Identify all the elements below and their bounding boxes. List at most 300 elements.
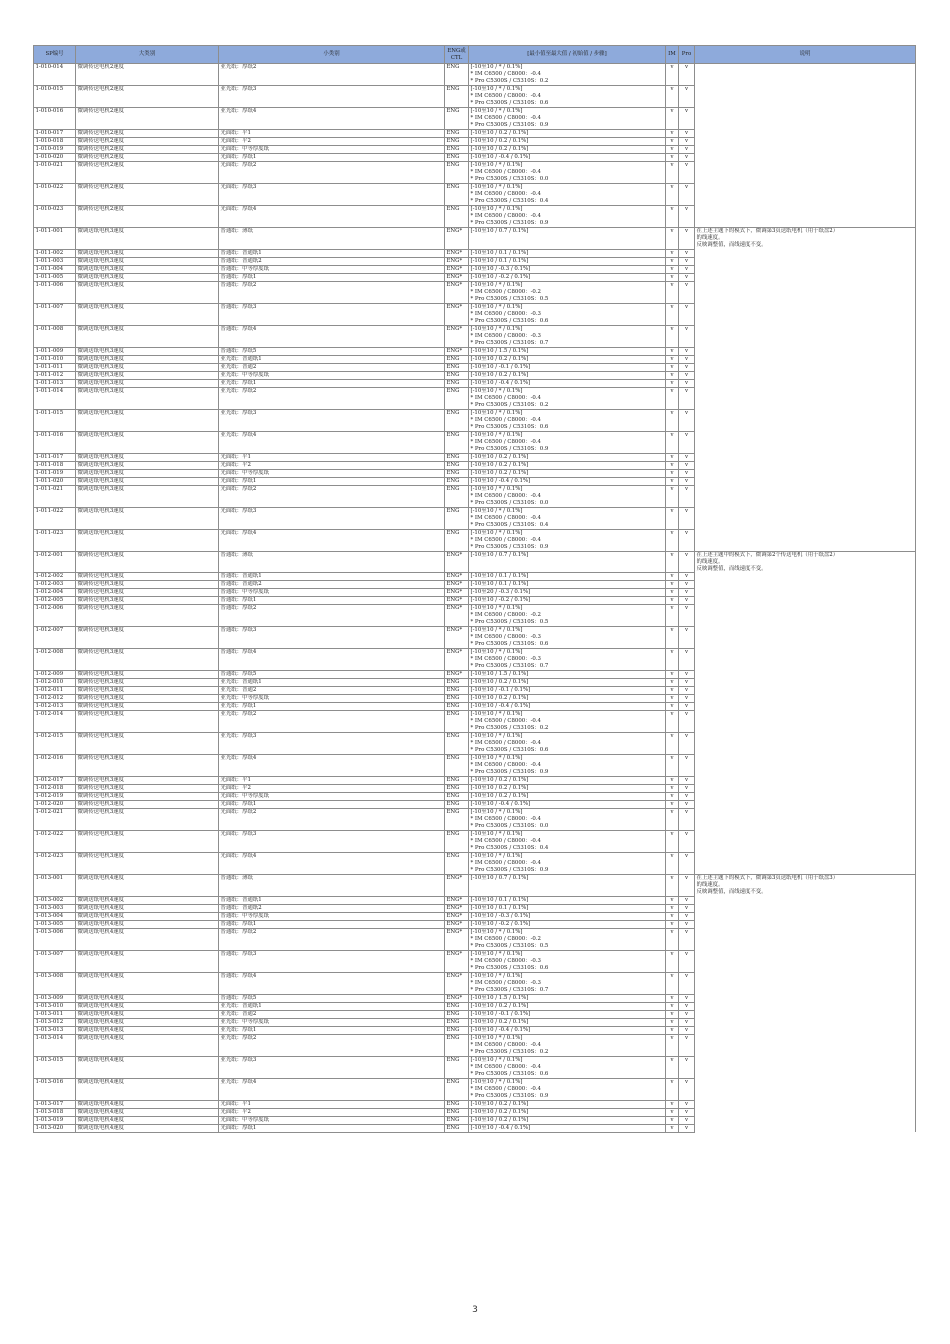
- range-cell: [469, 627, 666, 649]
- im-flag-cell: v: [666, 1056, 679, 1078]
- range-cell: [469, 257, 666, 265]
- range-line: [-10至10 / * / 0.1%]: [470, 928, 523, 935]
- minor-category-cell: 亚光纸：厚纸4: [219, 431, 445, 453]
- minor-category-cell: 普通纸：中等厚度纸: [219, 589, 445, 597]
- range-line: [-10至10 / * / 0.1%]: [470, 485, 523, 492]
- description-cell: [695, 529, 916, 551]
- description-cell: [695, 687, 916, 695]
- description-cell: [695, 86, 916, 108]
- major-category-cell: 微调送纸电机3速度: [76, 453, 219, 461]
- table-row: [34, 711, 916, 733]
- range-cell: [469, 801, 666, 809]
- range-cell: [469, 711, 666, 733]
- sp-number-cell: 1-012-015: [34, 733, 76, 755]
- range-line: * Pro C5300S / C5310S：0.2: [470, 1048, 549, 1055]
- table-row: [34, 379, 916, 387]
- pro-flag-cell: v: [679, 904, 695, 912]
- sp-number-cell: 1-012-003: [34, 581, 76, 589]
- description-cell: [695, 703, 916, 711]
- sp-number-cell: 1-012-007: [34, 627, 76, 649]
- minor-category-cell: 普通纸：厚纸2: [219, 281, 445, 303]
- major-category-cell: 微调送纸电机4速度: [76, 1100, 219, 1108]
- minor-category-cell: 亚光纸：普通2: [219, 1010, 445, 1018]
- minor-category-cell: 普通纸：厚纸2: [219, 605, 445, 627]
- description-cell: [695, 809, 916, 831]
- major-category-cell: 微调送纸电机4速度: [76, 972, 219, 994]
- sp-number-cell: 1-011-007: [34, 303, 76, 325]
- description-cell: [695, 1078, 916, 1100]
- major-category-cell: 微调送纸电机4速度: [76, 896, 219, 904]
- pro-flag-cell: v: [679, 1002, 695, 1010]
- major-category-cell: 微调送纸电机3速度: [76, 303, 219, 325]
- sp-number-cell: 1-010-019: [34, 146, 76, 154]
- range-line: [-10至10 / -0.4 / 0.1%]: [470, 1124, 531, 1131]
- range-line: [-10至10 / 0.2 / 0.1%]: [470, 777, 529, 783]
- range-line: [-10至10 / * / 0.1%]: [470, 184, 523, 190]
- table-row: [34, 1034, 916, 1056]
- pro-flag-cell: v: [679, 477, 695, 485]
- range-line: [-10至10 / -0.4 / 0.1%]: [470, 477, 531, 484]
- range-cell: [469, 1056, 666, 1078]
- minor-category-cell: 普通纸：中等厚度纸: [219, 265, 445, 273]
- major-category-cell: 微调送纸电机4速度: [76, 920, 219, 928]
- im-flag-cell: v: [666, 363, 679, 371]
- eng-ctl-cell: ENG: [445, 1056, 469, 1078]
- table-row: [34, 875, 916, 897]
- sp-number-cell: 1-011-021: [34, 485, 76, 507]
- table-row: [34, 904, 916, 912]
- range-cell: [469, 303, 666, 325]
- description-cell: [695, 853, 916, 875]
- description-line: 的线速度。: [696, 235, 724, 241]
- range-cell: [469, 138, 666, 146]
- range-cell: [469, 154, 666, 162]
- im-flag-cell: v: [666, 551, 679, 573]
- im-flag-cell: v: [666, 477, 679, 485]
- im-flag-cell: v: [666, 1002, 679, 1010]
- description-cell: [695, 785, 916, 793]
- range-line: * Pro C5300S / C5310S：0.6: [470, 1070, 549, 1077]
- description-cell: [695, 249, 916, 257]
- im-flag-cell: v: [666, 453, 679, 461]
- range-cell: [469, 605, 666, 627]
- range-line: * IM C6500 / C8000：-0.4: [470, 169, 541, 175]
- description-cell: [695, 1034, 916, 1056]
- pro-flag-cell: v: [679, 605, 695, 627]
- sp-number-cell: 1-012-009: [34, 671, 76, 679]
- minor-category-cell: 光面纸：厚纸2: [219, 809, 445, 831]
- eng-ctl-cell: ENG: [445, 409, 469, 431]
- range-line: [-10至10 / 0.2 / 0.1%]: [470, 1018, 529, 1025]
- sp-number-cell: 1-011-011: [34, 363, 76, 371]
- description-line: 的线速度。: [696, 882, 724, 888]
- table-row: [34, 281, 916, 303]
- table-row: [34, 755, 916, 777]
- range-cell: [469, 64, 666, 86]
- pro-flag-cell: v: [679, 777, 695, 785]
- range-cell: [469, 1002, 666, 1010]
- sp-number-cell: 1-013-018: [34, 1108, 76, 1116]
- description-cell: [695, 801, 916, 809]
- im-flag-cell: v: [666, 785, 679, 793]
- table-row: [34, 108, 916, 130]
- range-line: * IM C6500 / C8000：-0.3: [470, 310, 541, 317]
- eng-ctl-cell: ENG: [445, 785, 469, 793]
- major-category-cell: 微调送纸电机4速度: [76, 1026, 219, 1034]
- range-line: [-10至10 / -0.2 / 0.1%]: [470, 920, 531, 927]
- description-cell: [695, 1018, 916, 1026]
- range-line: [-10至10 / 0.2 / 0.1%]: [470, 469, 529, 476]
- range-cell: [469, 507, 666, 529]
- range-cell: [469, 162, 666, 184]
- eng-ctl-cell: ENG*: [445, 904, 469, 912]
- description-cell: [695, 206, 916, 228]
- major-category-cell: 微调送纸电机4速度: [76, 994, 219, 1002]
- eng-ctl-cell: ENG*: [445, 972, 469, 994]
- description-cell: [695, 130, 916, 138]
- table-row: [34, 146, 916, 154]
- sp-number-cell: 1-011-004: [34, 265, 76, 273]
- im-flag-cell: v: [666, 325, 679, 347]
- description-line: 反映调整值，而线速度不变。: [696, 242, 767, 248]
- minor-category-cell: 亚光纸：厚纸2: [219, 711, 445, 733]
- pro-flag-cell: v: [679, 1100, 695, 1108]
- sp-number-cell: 1-013-020: [34, 1124, 76, 1132]
- range-line: [-10至10 / 0.2 / 0.1%]: [470, 1116, 529, 1123]
- range-cell: [469, 912, 666, 920]
- range-line: [-10至10 / 0.1 / 0.1%]: [470, 249, 529, 256]
- range-line: [-10至10 / 0.2 / 0.1%]: [470, 453, 529, 460]
- range-cell: [469, 206, 666, 228]
- sp-number-cell: 1-013-012: [34, 1018, 76, 1026]
- major-category-cell: 微调传送电机3速度: [76, 671, 219, 679]
- major-category-cell: 微调传送电机3速度: [76, 801, 219, 809]
- pro-flag-cell: v: [679, 809, 695, 831]
- eng-ctl-cell: ENG: [445, 1100, 469, 1108]
- major-category-cell: 微调传送电机3速度: [76, 649, 219, 671]
- im-flag-cell: v: [666, 108, 679, 130]
- minor-category-cell: 普通纸：厚纸4: [219, 972, 445, 994]
- range-cell: [469, 573, 666, 581]
- description-cell: [695, 972, 916, 994]
- im-flag-cell: v: [666, 273, 679, 281]
- range-line: [-10至10 / 0.2 / 0.1%]: [470, 793, 529, 799]
- minor-category-cell: 亚光纸：中等厚度纸: [219, 695, 445, 703]
- minor-category-cell: 亚光纸：厚纸3: [219, 1056, 445, 1078]
- im-flag-cell: v: [666, 387, 679, 409]
- range-line: [-10至10 / 0.2 / 0.1%]: [470, 695, 529, 701]
- table-row: [34, 257, 916, 265]
- pro-flag-cell: v: [679, 363, 695, 371]
- range-line: [-10至10 / * / 0.1%]: [470, 206, 523, 212]
- eng-ctl-cell: ENG: [445, 1010, 469, 1018]
- range-line: * IM C6500 / C8000：-0.3: [470, 979, 541, 986]
- range-line: [-10至10 / * / 0.1%]: [470, 86, 523, 92]
- pro-flag-cell: v: [679, 355, 695, 363]
- eng-ctl-cell: ENG*: [445, 928, 469, 950]
- range-line: [-10至10 / * / 0.1%]: [470, 605, 523, 611]
- range-line: * Pro C5300S / C5310S：0.6: [470, 747, 549, 753]
- minor-category-cell: 亚光纸：厚纸2: [219, 387, 445, 409]
- minor-category-cell: 亚光纸：厚纸4: [219, 755, 445, 777]
- description-cell: [695, 281, 916, 303]
- eng-ctl-cell: ENG*: [445, 347, 469, 355]
- range-line: * IM C6500 / C8000：-0.4: [470, 191, 541, 197]
- description-cell: [695, 597, 916, 605]
- major-category-cell: 微调传送电机3速度: [76, 853, 219, 875]
- pro-flag-cell: v: [679, 257, 695, 265]
- table-row: [34, 273, 916, 281]
- range-line: * Pro C5300S / C5310S：0.9: [470, 445, 549, 452]
- minor-category-cell: 光面纸：厚纸2: [219, 485, 445, 507]
- sp-number-cell: 1-012-011: [34, 687, 76, 695]
- range-line: [-10至10 / 0.7 / 0.1%]: [470, 875, 529, 881]
- pro-flag-cell: v: [679, 597, 695, 605]
- minor-category-cell: 光面纸：厚纸1: [219, 1124, 445, 1132]
- im-flag-cell: v: [666, 928, 679, 950]
- table-row: [34, 581, 916, 589]
- major-category-cell: 微调送纸电机4速度: [76, 875, 219, 897]
- range-cell: [469, 1018, 666, 1026]
- major-category-cell: 微调传送电机2速度: [76, 146, 219, 154]
- range-line: [-10至10 / * / 0.1%]: [470, 162, 523, 168]
- im-flag-cell: v: [666, 853, 679, 875]
- range-cell: [469, 1034, 666, 1056]
- table-row: [34, 469, 916, 477]
- pro-flag-cell: v: [679, 273, 695, 281]
- eng-ctl-cell: ENG: [445, 108, 469, 130]
- im-flag-cell: v: [666, 711, 679, 733]
- table-row: [34, 485, 916, 507]
- minor-category-cell: 普通纸：厚纸5: [219, 994, 445, 1002]
- im-flag-cell: v: [666, 679, 679, 687]
- range-line: [-10至10 / * / 0.1%]: [470, 1078, 523, 1085]
- major-category-cell: 微调传送电机2速度: [76, 130, 219, 138]
- range-line: [-10至10 / 1.5 / 0.1%]: [470, 671, 529, 677]
- table-row: [34, 431, 916, 453]
- range-line: [-10至10 / * / 0.1%]: [470, 64, 523, 70]
- table-row: [34, 184, 916, 206]
- range-line: * Pro C5300S / C5310S：0.6: [470, 641, 549, 647]
- range-line: [-10至10 / * / 0.1%]: [470, 733, 523, 739]
- range-line: [-10至10 / * / 0.1%]: [470, 431, 523, 438]
- pro-flag-cell: v: [679, 801, 695, 809]
- im-flag-cell: v: [666, 1108, 679, 1116]
- sp-number-cell: 1-012-006: [34, 605, 76, 627]
- eng-ctl-cell: ENG: [445, 755, 469, 777]
- description-cell: [695, 257, 916, 265]
- im-flag-cell: v: [666, 485, 679, 507]
- eng-ctl-cell: ENG: [445, 1026, 469, 1034]
- pro-flag-cell: v: [679, 206, 695, 228]
- range-line: [-10至10 / * / 0.1%]: [470, 507, 523, 514]
- pro-flag-cell: v: [679, 184, 695, 206]
- minor-category-cell: 亚光纸：厚纸2: [219, 64, 445, 86]
- sp-number-cell: 1-010-016: [34, 108, 76, 130]
- minor-category-cell: 亚光纸：普通2: [219, 687, 445, 695]
- minor-category-cell: 光面纸：厚纸3: [219, 184, 445, 206]
- minor-category-cell: 普通纸：厚纸4: [219, 649, 445, 671]
- description-cell: [695, 303, 916, 325]
- description-cell: [695, 581, 916, 589]
- eng-ctl-cell: ENG: [445, 146, 469, 154]
- description-cell: [695, 994, 916, 1002]
- range-cell: [469, 265, 666, 273]
- sp-number-cell: 1-012-005: [34, 597, 76, 605]
- pro-flag-cell: v: [679, 431, 695, 453]
- range-line: * Pro C5300S / C5310S：0.9: [470, 543, 549, 550]
- pro-flag-cell: v: [679, 649, 695, 671]
- table-row: [34, 920, 916, 928]
- range-line: [-10至10 / -0.4 / 0.1%]: [470, 379, 531, 386]
- description-cell: [695, 793, 916, 801]
- description-cell: [695, 777, 916, 785]
- description-cell: [695, 1026, 916, 1034]
- range-cell: [469, 785, 666, 793]
- range-line: * Pro C5300S / C5310S：0.2: [470, 725, 549, 731]
- table-row: [34, 777, 916, 785]
- range-cell: [469, 184, 666, 206]
- major-category-cell: 微调传送电机3速度: [76, 551, 219, 573]
- minor-category-cell: 普通纸：普通纸2: [219, 581, 445, 589]
- range-line: * IM C6500 / C8000：-0.4: [470, 1063, 541, 1070]
- sp-number-cell: 1-013-006: [34, 928, 76, 950]
- sp-number-cell: 1-011-010: [34, 355, 76, 363]
- eng-ctl-cell: ENG: [445, 793, 469, 801]
- major-category-cell: 微调送纸电机3速度: [76, 431, 219, 453]
- description-cell: [695, 162, 916, 184]
- table-row: [34, 1002, 916, 1010]
- eng-ctl-cell: ENG*: [445, 671, 469, 679]
- major-category-cell: 微调传送电机3速度: [76, 627, 219, 649]
- minor-category-cell: 亚光纸：厚纸1: [219, 379, 445, 387]
- range-line: [-10至10 / 1.5 / 0.1%]: [470, 994, 529, 1001]
- range-line: [-10至10 / 0.7 / 0.1%]: [470, 228, 529, 234]
- pro-flag-cell: v: [679, 703, 695, 711]
- minor-category-cell: 普通纸：普通纸1: [219, 573, 445, 581]
- range-cell: [469, 597, 666, 605]
- description-cell: [695, 551, 916, 573]
- pro-flag-cell: v: [679, 303, 695, 325]
- range-cell: [469, 281, 666, 303]
- range-line: * IM C6500 / C8000：-0.4: [470, 213, 541, 219]
- table-row: [34, 477, 916, 485]
- major-category-cell: 微调送纸电机3速度: [76, 228, 219, 250]
- range-line: * IM C6500 / C8000：-0.4: [470, 71, 541, 77]
- range-line: * Pro C5300S / C5310S：0.9: [470, 769, 549, 775]
- sp-number-cell: 1-012-004: [34, 589, 76, 597]
- minor-category-cell: 光面纸：厚纸2: [219, 162, 445, 184]
- range-line: [-10至10 / -0.1 / 0.1%]: [470, 687, 531, 693]
- range-line: [-10至10 / * / 0.1%]: [470, 281, 523, 288]
- im-flag-cell: v: [666, 1026, 679, 1034]
- range-line: * IM C6500 / C8000：-0.4: [470, 718, 541, 724]
- minor-category-cell: 普通纸：厚纸1: [219, 920, 445, 928]
- table-row: [34, 695, 916, 703]
- im-flag-cell: v: [666, 507, 679, 529]
- table-row: [34, 228, 916, 250]
- table-row: [34, 355, 916, 363]
- range-cell: [469, 695, 666, 703]
- major-category-cell: 微调传送电机2速度: [76, 138, 219, 146]
- range-cell: [469, 703, 666, 711]
- range-cell: [469, 589, 666, 597]
- table-row: [34, 1108, 916, 1116]
- minor-category-cell: 光面纸：中等厚度纸: [219, 793, 445, 801]
- description-cell: [695, 363, 916, 371]
- range-cell: [469, 994, 666, 1002]
- pro-flag-cell: v: [679, 469, 695, 477]
- major-category-cell: 微调送纸电机3速度: [76, 485, 219, 507]
- description-cell: [695, 184, 916, 206]
- major-category-cell: 微调传送电机3速度: [76, 785, 219, 793]
- minor-category-cell: 亚光纸：普通纸1: [219, 355, 445, 363]
- pro-flag-cell: v: [679, 950, 695, 972]
- description-line: 反映调整值，而线速度不变。: [696, 565, 767, 572]
- minor-category-cell: 光面纸：平1: [219, 453, 445, 461]
- eng-ctl-cell: ENG: [445, 64, 469, 86]
- sp-number-cell: 1-011-003: [34, 257, 76, 265]
- eng-ctl-cell: ENG: [445, 1108, 469, 1116]
- range-cell: [469, 130, 666, 138]
- range-line: * IM C6500 / C8000：-0.4: [470, 115, 541, 121]
- pro-flag-cell: v: [679, 1124, 695, 1132]
- description-cell: [695, 896, 916, 904]
- im-flag-cell: v: [666, 733, 679, 755]
- im-flag-cell: v: [666, 1034, 679, 1056]
- range-cell: [469, 431, 666, 453]
- eng-ctl-cell: ENG: [445, 809, 469, 831]
- range-line: [-10至10 / 0.2 / 0.1%]: [470, 679, 529, 685]
- table-row: [34, 605, 916, 627]
- eng-ctl-cell: ENG: [445, 387, 469, 409]
- im-flag-cell: v: [666, 371, 679, 379]
- major-category-cell: 微调送纸电机3速度: [76, 469, 219, 477]
- im-flag-cell: v: [666, 695, 679, 703]
- im-flag-cell: v: [666, 896, 679, 904]
- description-line: 在上述主题下的模式下，微调第3页送纸电机（用于纸盘3）: [696, 875, 839, 881]
- range-line: [-10至10 / 0.1 / 0.1%]: [470, 896, 529, 903]
- major-category-cell: 微调传送电机3速度: [76, 733, 219, 755]
- im-flag-cell: v: [666, 409, 679, 431]
- table-row: [34, 1010, 916, 1018]
- description-cell: [695, 347, 916, 355]
- table-row: [34, 1100, 916, 1108]
- eng-ctl-cell: ENG: [445, 355, 469, 363]
- range-line: * IM C6500 / C8000：-0.3: [470, 332, 541, 339]
- range-line: * IM C6500 / C8000：-0.4: [470, 492, 541, 499]
- table-row: [34, 1056, 916, 1078]
- range-line: * IM C6500 / C8000：-0.4: [470, 860, 541, 866]
- minor-category-cell: 亚光纸：厚纸3: [219, 409, 445, 431]
- minor-category-cell: 普通纸：厚纸1: [219, 273, 445, 281]
- sp-number-cell: 1-011-020: [34, 477, 76, 485]
- range-cell: [469, 551, 666, 573]
- table-row: [34, 86, 916, 108]
- range-line: [-10至10 / -0.3 / 0.1%]: [470, 265, 531, 272]
- major-category-cell: 微调送纸电机4速度: [76, 1018, 219, 1026]
- description-cell: [695, 431, 916, 453]
- range-line: [-10至10 / 0.2 / 0.1%]: [470, 146, 529, 152]
- major-category-cell: 微调传送电机3速度: [76, 809, 219, 831]
- range-line: [-10至10 / -0.3 / 0.1%]: [470, 912, 531, 919]
- minor-category-cell: 普通纸：薄纸: [219, 228, 445, 250]
- eng-ctl-cell: ENG*: [445, 597, 469, 605]
- pro-flag-cell: v: [679, 972, 695, 994]
- im-flag-cell: v: [666, 130, 679, 138]
- description-cell: [695, 1124, 916, 1132]
- sp-number-cell: 1-013-008: [34, 972, 76, 994]
